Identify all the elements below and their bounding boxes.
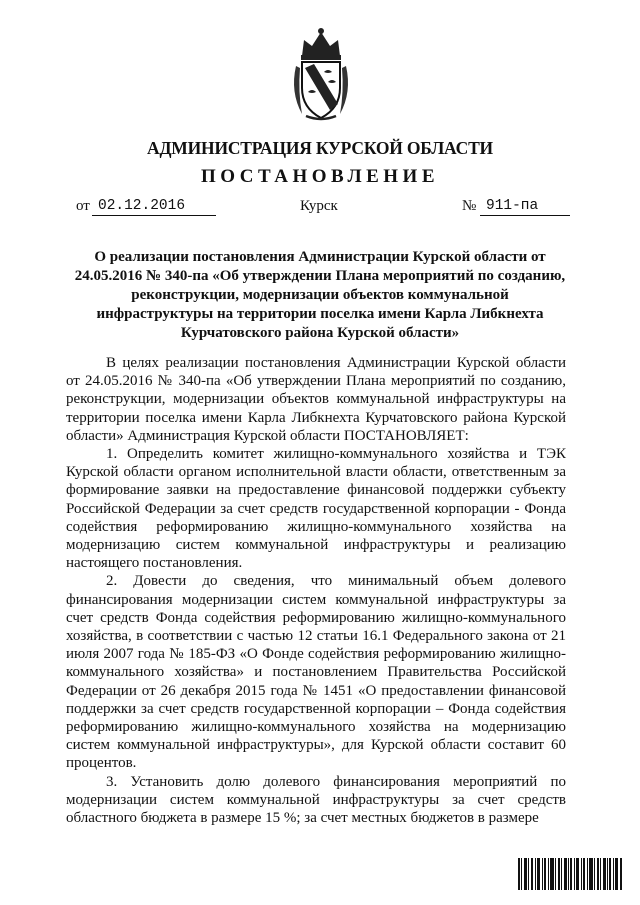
issuing-authority: АДМИНИСТРАЦИЯ КУРСКОЙ ОБЛАСТИ	[147, 138, 493, 158]
paragraph-2: 2. Довести до сведения, что минимальный объем долевого финансирования модернизации систем коммунальной инфраструктуры за счет средств Фонда содействия реформированию жилищно-коммунального хозяйства, в соответствии с частью 12 статьи 16.1 Федерального закона от 21 июля 2007 года № 185-ФЗ «О Фонде содействия реформированию жилищно-коммунального хозяйства» и постановлением Правительства Российской Федерации от 26 декабря 2015 года № 1451 «О предоставлении финансовой поддержки за счет средств государственной корпорации – Фонда содействия реформированию жилищно-коммунального хозяйства на модернизацию систем коммунальной инфраструктуры», для Курской области составит 60 процентов.	[66, 573, 566, 772]
city-label: Курск	[300, 198, 338, 214]
barcode-icon	[518, 858, 622, 890]
coat-of-arms-icon	[288, 26, 354, 122]
document-number: 911-па	[480, 198, 570, 216]
document-date: 02.12.2016	[92, 198, 216, 216]
paragraph-1: 1. Определить комитет жилищно-коммунального хозяйства и ТЭК Курской области органом исполнительной власти области, ответственным за формирование заявки на предоставление финансовой поддержки субъекту Российской Федерации за счет средств государственной корпорации - Фонда содействия реформированию жилищно-коммунального хозяйства на модернизацию систем коммунальной инфраструктуры и реализацию настоящего постановления.	[66, 446, 566, 572]
paragraph-3: 3. Установить долю долевого финансирования мероприятий по модернизации систем коммунальной инфраструктуры за счет средств областного бюджета в размере 15 %; за счет местных бюджетов в размере	[66, 773, 566, 827]
number-label: №	[462, 198, 477, 214]
document-meta-row	[0, 198, 640, 222]
document-type: ПОСТАНОВЛЕНИЕ	[200, 166, 440, 187]
intro-paragraph: В целях реализации постановления Администрации Курской области от 24.05.2016 № 340-па «Об утверждении Плана мероприятий по созданию, реконструкции, модернизации объектов коммунальной инфраструктуры на территории поселка имени Карла Либкнехта Курчатовского района Курской области» Администрация Курской области ПОСТАНОВЛЯЕТ:	[66, 355, 566, 444]
date-label: от	[76, 198, 90, 214]
document-body	[66, 354, 566, 827]
document-title: О реализации постановления Администрации Курской области от 24.05.2016 № 340-па «Об утверждении Плана мероприятий по созданию, реконструкции, модернизации объектов коммунальной инфраструктуры на территории поселка имени Карла Либкнехта Курчатовского района Курской области»	[74, 249, 566, 341]
